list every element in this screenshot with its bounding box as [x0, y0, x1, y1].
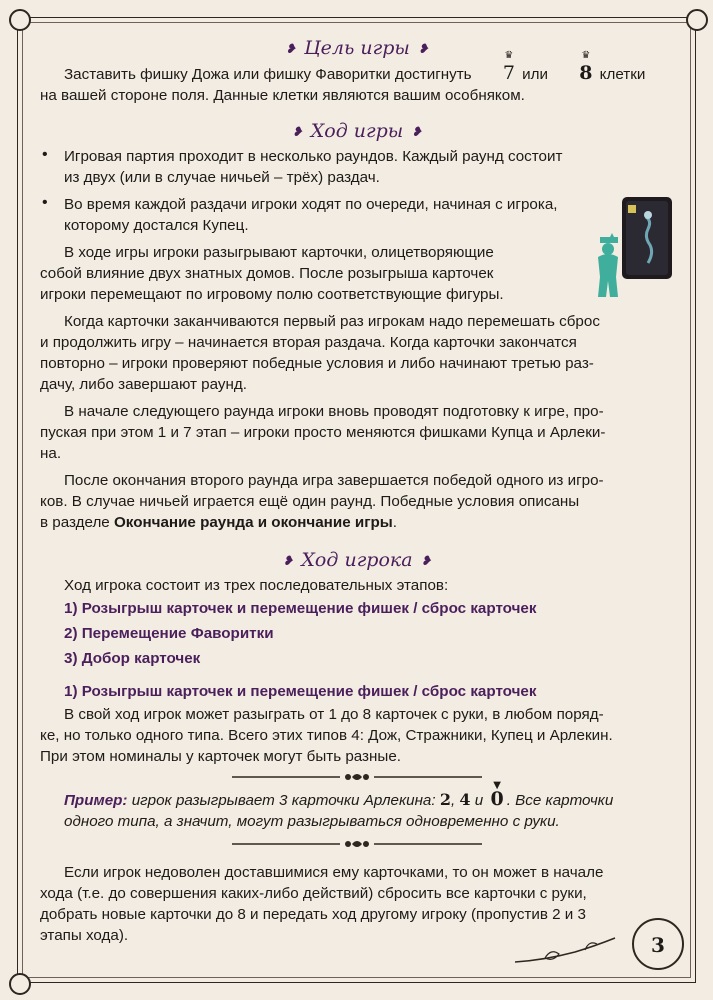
goal-text: клетки [595, 66, 646, 83]
subsection-title: 1) Розыгрыш карточек и перемещение фишек / сброс карточек [64, 683, 537, 700]
paragraph-line: дачу, либо завершают раунд. [40, 376, 247, 393]
ornament-icon: ❥ [285, 42, 297, 57]
paragraph-line: хода (т.е. до совершения каких-либо действий) сбросить все карточки с руки, [40, 885, 587, 902]
paragraph-line: повторно – игроки проверяют победные условия и либо начинают третью раз- [40, 355, 594, 372]
page-number [632, 918, 684, 970]
paragraph-line: ков. В случае ничьей играется ещё один раунд. Победные условия описаны [40, 493, 580, 510]
example-line-2: одного типа, а значит, могут разыгрываться одновременно с руки. [64, 813, 560, 830]
player-turn-intro: Ход игрока состоит из трех последовательных этапов: [64, 577, 449, 594]
bullet-icon: • [42, 194, 48, 211]
corner-ornament [9, 9, 31, 31]
crown-icon: ▼ [493, 780, 501, 791]
card-value: 2 [439, 790, 451, 809]
card-number: 7 [502, 62, 515, 84]
bullet-text: Во время каждой раздачи игроки ходят по очереди, начиная с игрока, [64, 196, 558, 213]
step-3: 3) Добор карточек [64, 650, 201, 667]
text: , [450, 792, 460, 809]
paragraph-line: пуская при этом 1 и 7 этап – игроки просто меняются фишками Купца и Арлеки- [40, 424, 606, 441]
corner-ornament [686, 9, 708, 31]
step-2: 2) Перемещение Фаворитки [64, 625, 274, 642]
goal-title: Цель игры [304, 37, 410, 59]
bullet-text: которому достался Купец. [64, 217, 249, 234]
text: и [470, 792, 488, 809]
crown-icon: ♛ [581, 50, 591, 61]
ornament-icon: ❥ [291, 125, 303, 140]
text: в разделе [40, 514, 114, 531]
card-value-zero [490, 780, 504, 810]
paragraph-line: игроки перемещают по игровому полю соответствующие фигуры. [40, 286, 504, 303]
paragraph-line: Когда карточки заканчиваются первый раз игрокам надо перемешать сброс [64, 313, 600, 330]
example-block [40, 780, 674, 832]
page-flourish [515, 932, 635, 972]
bullet-item [40, 146, 674, 188]
card-value-7 [479, 50, 515, 84]
corner-ornament [9, 973, 31, 995]
crown-icon: ♛ [504, 50, 514, 61]
ornament-icon: ❥ [420, 554, 432, 569]
bullet-icon: • [42, 146, 48, 163]
paragraph-line: После окончания второго раунда игра завершается победой одного из игро- [64, 472, 604, 489]
goal-text: или [517, 66, 553, 83]
ornament-icon: ❥ [411, 125, 423, 140]
card-number: 0 [490, 788, 504, 810]
section-heading-game-flow [40, 116, 674, 146]
paragraph-line: В свой ход игрок может разыграть от 1 до 8 карточек с руки, в любом поряд- [64, 706, 604, 723]
card-value-8 [555, 50, 593, 84]
paragraph-line: и продолжить игру – начинается вторая раздача. Когда карточки закончатся [40, 334, 577, 351]
paragraph-line: собой влияние двух знатных домов. После розыгрыша карточек [40, 265, 494, 282]
goal-text: Заставить фишку Дожа или фишку Фаворитки достигнуть [64, 66, 476, 83]
card-value: 4 [459, 790, 471, 809]
text: . [392, 514, 398, 531]
paragraph-line: этапы хода). [40, 927, 129, 944]
player-turn-title: Ход игрока [301, 549, 413, 571]
goal-paragraph [40, 50, 674, 85]
bullet-text: Игровая партия проходит в несколько раундов. Каждый раунд состоит [64, 148, 563, 165]
paragraph-line: При этом номиналы у карточек могут быть разные. [40, 748, 401, 765]
game-flow-title: Ход игры [310, 120, 404, 142]
card-number: 8 [579, 62, 593, 84]
goal-line-2: на вашей стороне поля. Данные клетки являются вашим особняком. [40, 87, 525, 104]
paragraph-line: добрать новые карточки до 8 и передать ход другому игроку (пропустив 2 и 3 [40, 906, 586, 923]
bullet-text: из двух (или в случае ничьей – трёх) раздач. [64, 169, 380, 186]
ornament-divider [232, 838, 482, 850]
paragraph-line [40, 512, 674, 533]
paragraph-line: ке, но только одного типа. Всего этих типов 4: Дож, Стражники, Купец и Арлекин. [40, 727, 613, 744]
paragraph-line: В ходе игры игроки разыгрывают карточки, олицетворяющие [64, 244, 494, 261]
step-1: 1) Розыгрыш карточек и перемещение фишек / сброс карточек [64, 600, 537, 617]
paragraph-line: Если игрок недоволен доставшимися ему карточками, то он может в начале [64, 864, 604, 881]
ornament-icon: ❥ [282, 554, 294, 569]
bullet-item [40, 194, 674, 236]
text: . Все карточки [506, 792, 614, 809]
section-heading-player-turn [40, 545, 674, 575]
section-reference: Окончание раунда и окончание игры [113, 514, 393, 531]
ornament-icon: ❥ [417, 42, 429, 57]
page-content [40, 33, 674, 946]
example-label: Пример: [64, 792, 128, 809]
text: игрок разыгрывает 3 карточки Арлекина: [127, 792, 440, 809]
paragraph-line: на. [40, 445, 62, 462]
page-number-text: 3 [651, 933, 665, 957]
paragraph-line: В начале следующего раунда игроки вновь проводят подготовку к игре, про- [64, 403, 604, 420]
ornament-divider [232, 771, 482, 783]
